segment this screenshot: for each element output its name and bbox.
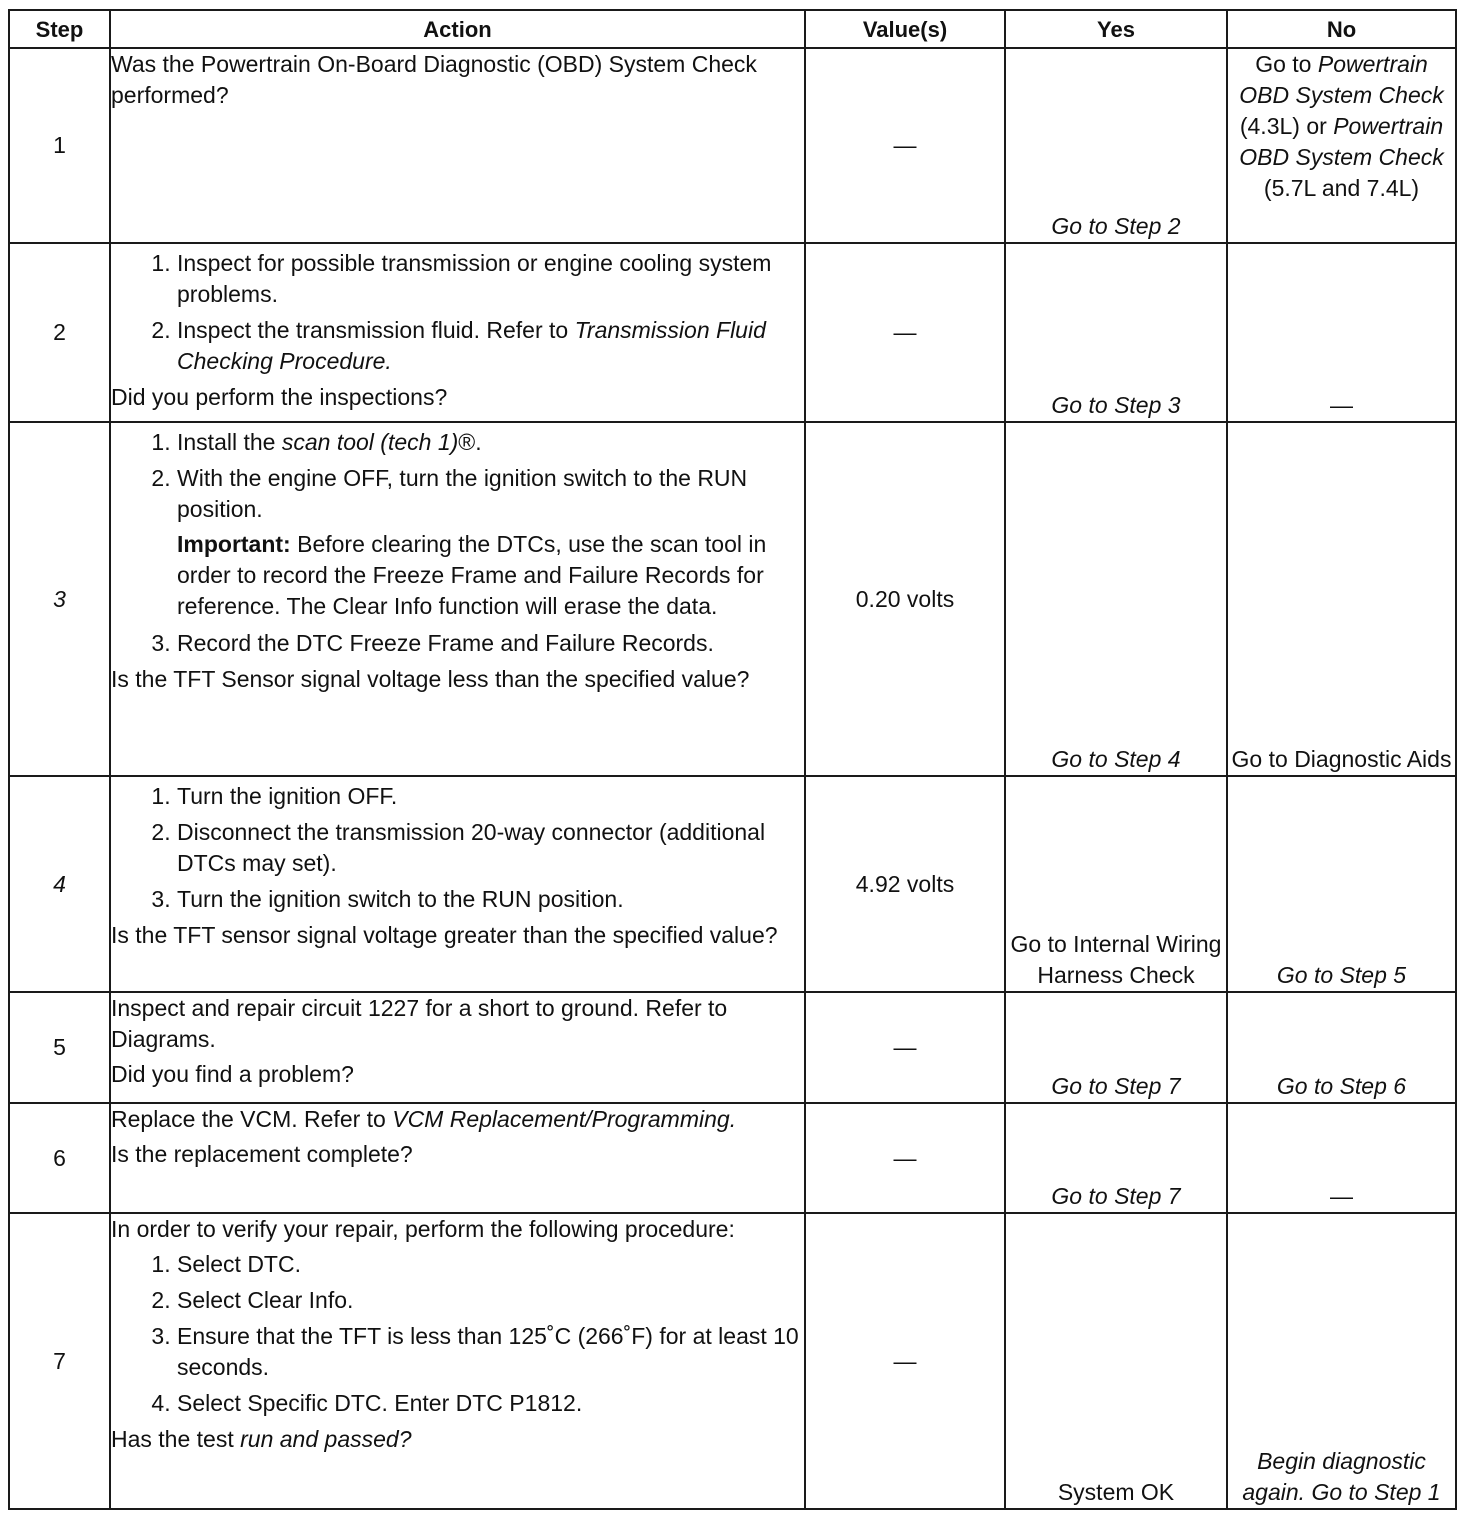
step-number: 2 [9,243,110,422]
no-text-1: Go to [1255,51,1318,77]
diagnostic-table [8,9,1457,1510]
action-question: Is the replacement complete? [111,1141,413,1167]
yes-cell [1005,1103,1227,1213]
yes-text: Go to Step 2 [1051,213,1181,239]
value-cell: 4.92 volts [805,776,1005,992]
no-cell: — [1227,243,1456,422]
list-item: 3. Ensure that the TFT is less than 125˚C (266˚F) for at least 10 seconds. [177,1321,804,1383]
action-cell [110,1213,805,1509]
list-item: 2. With the engine OFF, turn the ignition switch to the RUN position. Important: Before clearing the DTCs, use the scan tool in order to record the Freeze Frame and Failure Records for reference. The Clear Info function will erase the data. [177,463,804,622]
action-cell [110,48,805,243]
no-text: Go to Step 6 [1276,1073,1407,1099]
table-row-step-3 [9,422,1456,776]
yes-text: Go to Step 7 [1051,1183,1181,1209]
header-row [9,10,1456,48]
value-cell: — [805,992,1005,1103]
no-cell: Go to Diagnostic Aids [1227,422,1456,776]
action-text: Inspect and repair circuit 1227 for a short to ground. Refer to Diagrams. [111,995,728,1052]
list-item: 3. Turn the ignition switch to the RUN position. [177,884,804,915]
no-cell: — [1227,1103,1456,1213]
header-step: Step [9,10,110,48]
action-text: Was the Powertrain On-Board Diagnostic (OBD) System Check performed? [111,51,757,108]
no-text: Go to Step 5 [1276,962,1407,988]
reference-link: VCM Replacement/Programming. [392,1106,737,1132]
no-cell [1227,1213,1456,1509]
yes-cell [1005,422,1227,776]
no-cell [1227,992,1456,1103]
reference-link: Transmission Fluid Checking Procedure. [177,317,766,374]
action-cell [110,1103,805,1213]
no-cell [1227,48,1456,243]
important-label: Important: [177,531,291,557]
action-question: Did you find a problem? [111,1061,354,1087]
table-row-step-6 [9,1103,1456,1213]
action-cell [110,776,805,992]
value-cell: — [805,1213,1005,1509]
no-link-1: Powertrain OBD System Check [1239,51,1444,108]
no-text: Begin diagnostic again. Go to Step 1 [1242,1448,1441,1505]
list-item: 1. Select DTC. [177,1249,804,1280]
action-cell [110,243,805,422]
list-item: 2. Inspect the transmission fluid. Refer to Transmission Fluid Checking Procedure. [177,315,804,377]
yes-cell [1005,48,1227,243]
list-item: 1. Turn the ignition OFF. [177,781,804,812]
no-text-3: (5.7L and 7.4L) [1263,175,1420,201]
list-item: 2. Disconnect the transmission 20-way connector (additional DTCs may set). [177,817,804,879]
value-cell: — [805,48,1005,243]
list-item: 3. Record the DTC Freeze Frame and Failure Records. [177,628,804,659]
action-cell [110,422,805,776]
step-number: 4 [9,776,110,992]
action-list [111,1249,804,1419]
header-no: No [1227,10,1456,48]
action-question: Did you perform the inspections? [111,384,448,410]
list-item: 1. Install the scan tool (tech 1)®. [177,427,804,458]
action-cell [110,992,805,1103]
action-question: Is the TFT Sensor signal voltage less than the specified value? [111,666,750,692]
list-item: 1. Inspect for possible transmission or engine cooling system problems. [177,248,804,310]
table-row-step-1 [9,48,1456,243]
action-question: Has the test run and passed? [111,1426,412,1452]
action-text: In order to verify your repair, perform the following procedure: [111,1216,735,1242]
step-number: 3 [9,422,110,776]
table-row-step-4 [9,776,1456,992]
no-cell [1227,776,1456,992]
action-list [111,248,804,377]
value-cell: — [805,243,1005,422]
table-row-step-5 [9,992,1456,1103]
no-text-2: (4.3L) or [1239,113,1334,139]
yes-cell: Go to Internal Wiring Harness Check [1005,776,1227,992]
no-link-2: Powertrain OBD System Check [1239,113,1444,170]
table-row-step-2 [9,243,1456,422]
header-value: Value(s) [805,10,1005,48]
yes-text: Go to Step 3 [1051,392,1181,418]
yes-cell [1005,243,1227,422]
yes-cell: System OK [1005,1213,1227,1509]
yes-cell [1005,992,1227,1103]
step-number: 7 [9,1213,110,1509]
yes-text: Go to Step 4 [1051,746,1181,772]
yes-text: Go to Step 7 [1051,1073,1181,1099]
step-number: 1 [9,48,110,243]
tool-name: scan tool (tech 1) [281,429,459,455]
table-row-step-7 [9,1213,1456,1509]
header-yes: Yes [1005,10,1227,48]
step-number: 6 [9,1103,110,1213]
list-item: 4. Select Specific DTC. Enter DTC P1812. [177,1388,804,1419]
important-note [177,529,804,622]
action-list [111,427,804,659]
value-cell: 0.20 volts [805,422,1005,776]
list-item: 2. Select Clear Info. [177,1285,804,1316]
value-cell: — [805,1103,1005,1213]
action-text: Replace the VCM. Refer to VCM Replacement/Programming. [111,1106,737,1132]
step-number: 5 [9,992,110,1103]
action-list [111,781,804,915]
important-text: Before clearing the DTCs, use the scan tool in order to record the Freeze Frame and Failure Records for reference. The Clear Info function will erase the data. [177,531,767,619]
header-action: Action [110,10,805,48]
action-question: Is the TFT sensor signal voltage greater than the specified value? [111,922,778,948]
